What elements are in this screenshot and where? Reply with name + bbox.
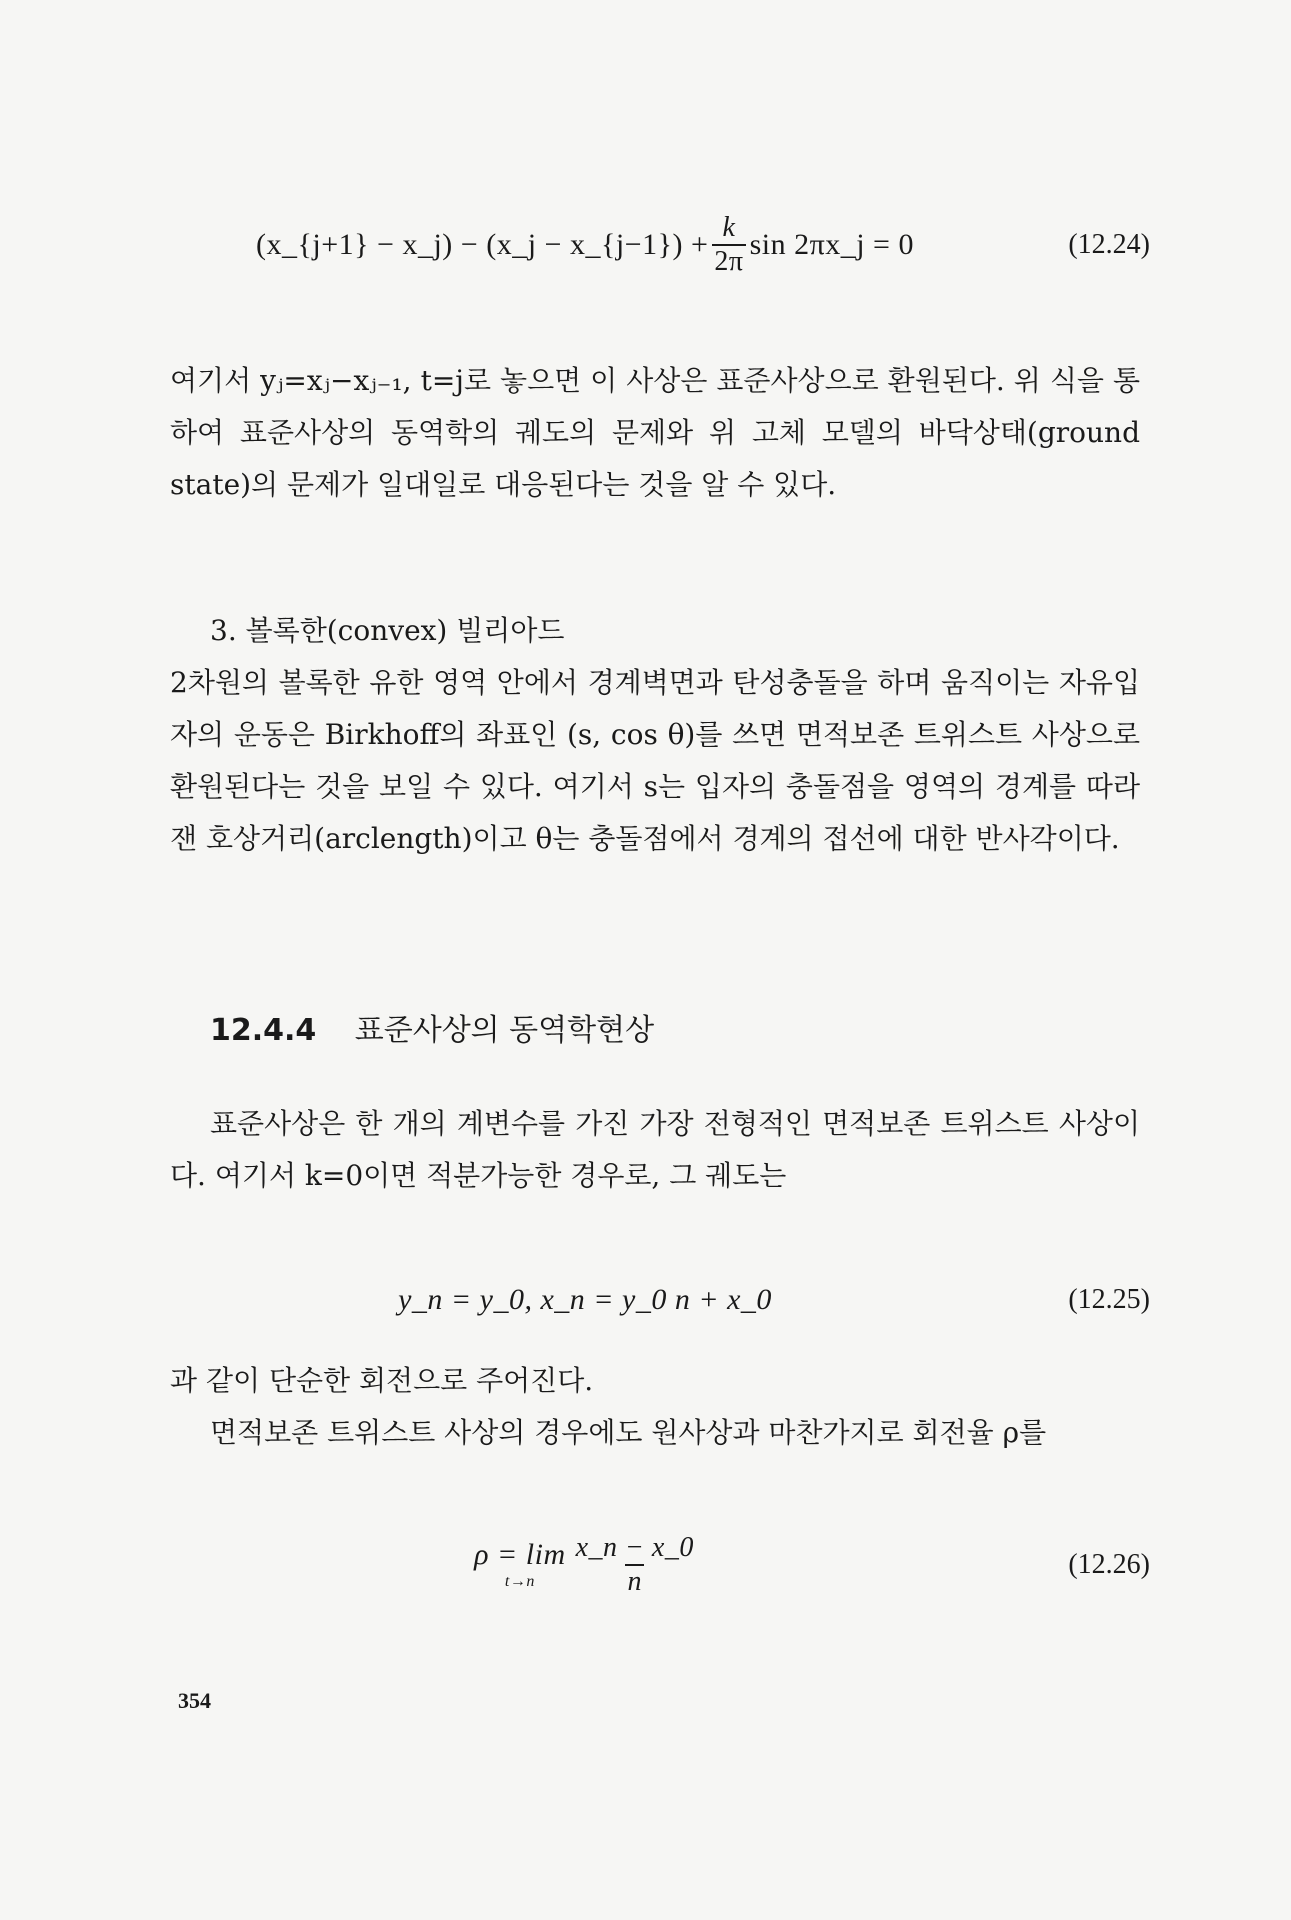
equation-body [160,214,1010,276]
equation-number: (12.25) [1068,1284,1150,1315]
paragraph-1 [170,355,1140,511]
paragraph-3 [170,1355,1140,1459]
paragraph-text: 면적보존 트위스트 사상의 경우에도 원사상과 마찬가지로 회전율 ρ를 [210,1416,1047,1449]
subsection-body: 2차원의 볼록한 유한 영역 안에서 경계벽면과 탄성충돌을 하며 움직이는 자유입자의 운동은 Birkhoff의 좌표인 (s, cos θ)를 쓰면 면적보존 트위스트 사상으로 환원된다는 것을 보일 수 있다. 여기서 s는 입자의 충돌점을 영역의 경계를 따라 잰 호상거리(arclength)이고 θ는 충돌점에서 경계의 접선에 대한 반사각이다. [170,666,1140,855]
page-number: 354 [178,1688,211,1713]
section-title: 표준사상의 동역학현상 [354,1013,655,1048]
equation-expr-b: sin 2πx_j = 0 [749,228,914,261]
limit-lhs: ρ = lim [474,1538,566,1571]
section-number: 12.4.4 [210,1013,317,1048]
limit-operator [474,1540,565,1590]
equation-body [160,1283,1010,1317]
equation-12-24 [160,205,1150,285]
equation-expr: y_n = y_0, x_n = y_0 n + x_0 [398,1283,772,1316]
equation-12-25 [160,1260,1150,1340]
paragraph-2 [170,1098,1140,1202]
subsection-billiard [170,605,1140,865]
fraction-denominator: 2π [714,246,744,277]
limit-subscript: t→n [504,1573,535,1590]
subsection-title: 3. 볼록한(convex) 빌리아드 [210,614,565,647]
fraction-numerator: x_n − x_0 [575,1532,694,1563]
section-heading [210,1005,654,1049]
equation-body [160,1534,1010,1596]
fraction-numerator: k [722,212,736,243]
equation-number: (12.24) [1068,229,1150,260]
fraction-denominator: n [627,1566,642,1597]
equation-12-26 [160,1525,1150,1605]
paragraph-text: 과 같이 단순한 회전으로 주어진다. [170,1364,594,1397]
equation-number: (12.26) [1068,1549,1150,1580]
paragraph-text: 여기서 yⱼ=xⱼ−xⱼ₋₁, t=j로 놓으면 이 사상은 표준사상으로 환원된다. 위 식을 통하여 표준사상의 동역학의 궤도의 문제와 위 고체 모델의 바닥상태(ground state)의 문제가 일대일로 대응된다는 것을 알 수 있다. [170,364,1140,501]
equation-expr-a: (x_{j+1} − x_j) − (x_j − x_{j−1}) + [256,228,709,261]
equation-fraction [712,214,745,276]
equation-fraction [574,1534,696,1596]
paragraph-text: 표준사상은 한 개의 계변수를 가진 가장 전형적인 면적보존 트위스트 사상이다. 여기서 k=0이면 적분가능한 경우로, 그 궤도는 [170,1107,1140,1192]
